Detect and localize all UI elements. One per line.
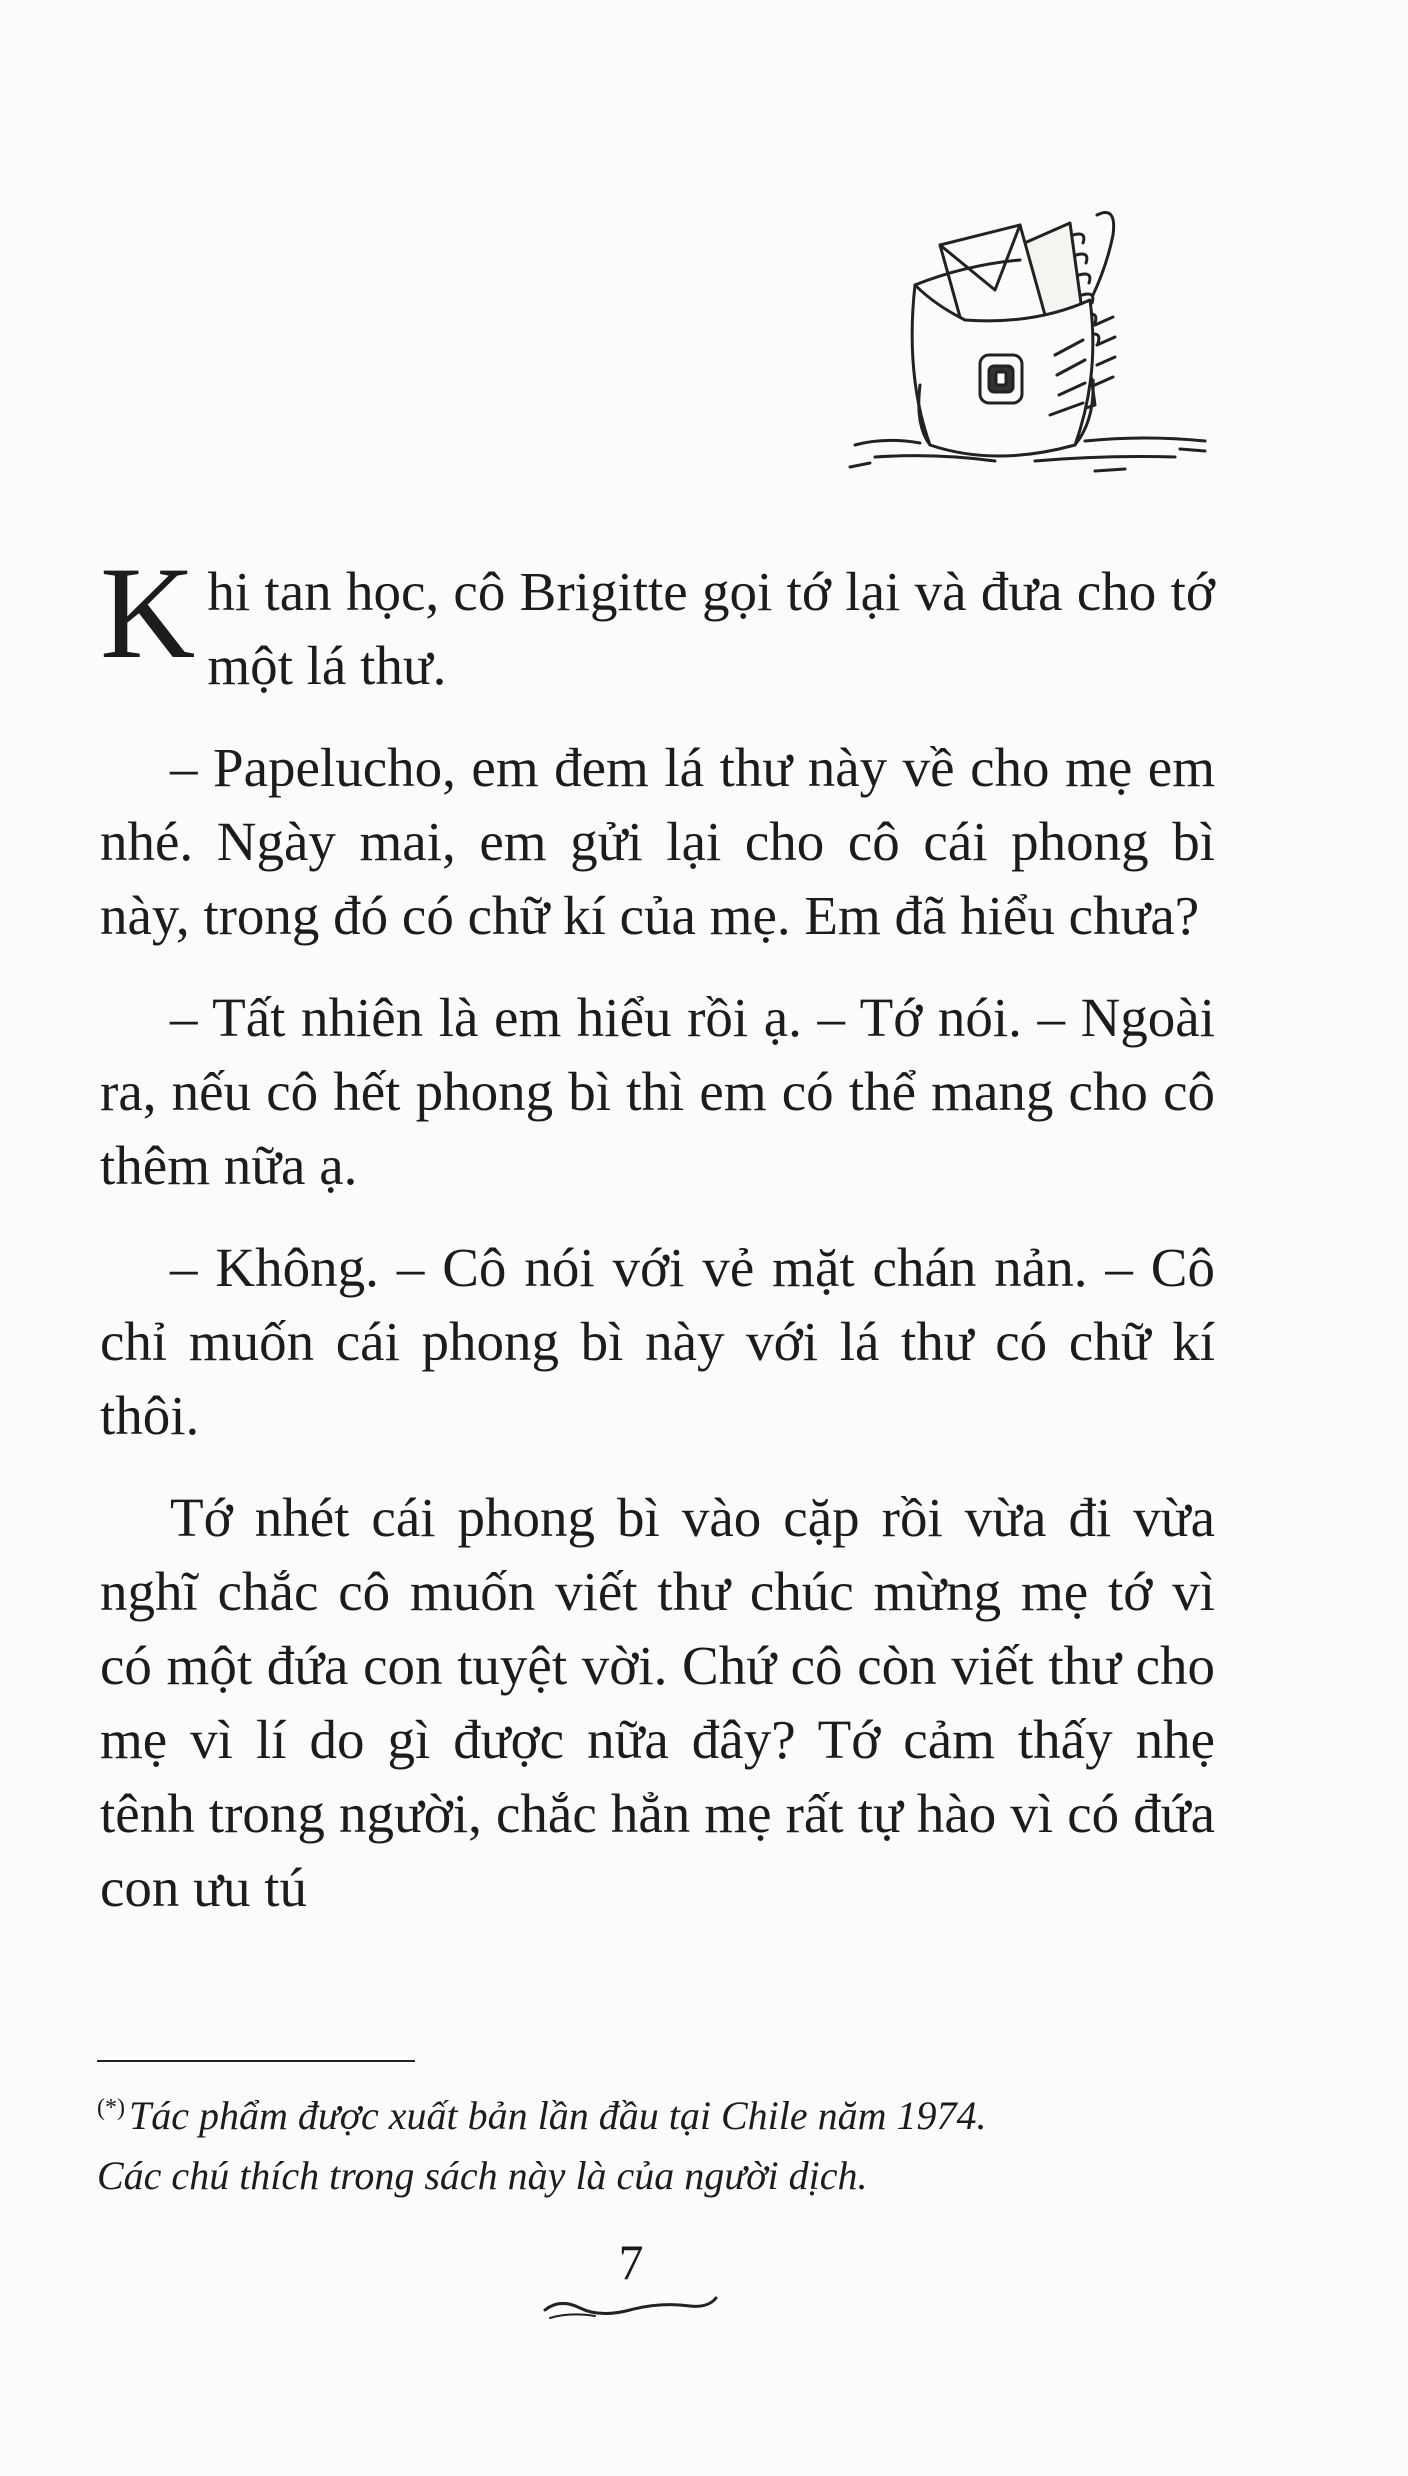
paragraph-3: – Tất nhiên là em hiểu rồi ạ. – Tớ nói. – Ngoài ra, nếu cô hết phong bì thì em có thể mang cho cô thêm nữa ạ. <box>100 987 1215 1196</box>
footnote-divider <box>97 2060 415 2062</box>
schoolbag-illustration <box>845 205 1225 485</box>
paragraph-2: – Papelucho, em đem lá thư này về cho mẹ em nhé. Ngày mai, em gửi lại cho cô cái phong bì này, trong đó có chữ kí của mẹ. Em đã hiểu chưa? <box>100 737 1215 946</box>
page-number-swash-ornament <box>540 2288 720 2328</box>
footnote-marker: (*) <box>97 2095 125 2121</box>
footnote-line-2: Các chú thích trong sách này là của người dịch. <box>97 2153 868 2198</box>
body-text <box>100 539 1215 1925</box>
paragraph-text: hi tan học, cô Brigitte gọi tớ lại và đưa cho tớ một lá thư. <box>207 561 1215 696</box>
footnote <box>97 2078 1212 2206</box>
paragraph-5: Tớ nhét cái phong bì vào cặp rồi vừa đi vừa nghĩ chắc cô muốn viết thư chúc mừng mẹ tớ vì có một đứa con tuyệt vời. Chứ cô còn viết thư cho mẹ vì lí do gì được nữa đây? Tớ cảm thấy nhẹ tênh trong người, chắc hẳn mẹ rất tự hào vì có đứa con ưu tú <box>100 1487 1215 1918</box>
footnote-text-1: Tác phẩm được xuất bản lần đầu tại Chile năm 1974. <box>128 2093 987 2138</box>
footnote-line-1 <box>97 2078 1212 2146</box>
paragraph-4: – Không. – Cô nói với vẻ mặt chán nản. – Cô chỉ muốn cái phong bì này với lá thư có chữ kí thôi. <box>100 1237 1215 1446</box>
page-number: 7 <box>618 2234 644 2290</box>
drop-cap: K <box>100 539 196 686</box>
paragraph-1 <box>100 539 1215 703</box>
